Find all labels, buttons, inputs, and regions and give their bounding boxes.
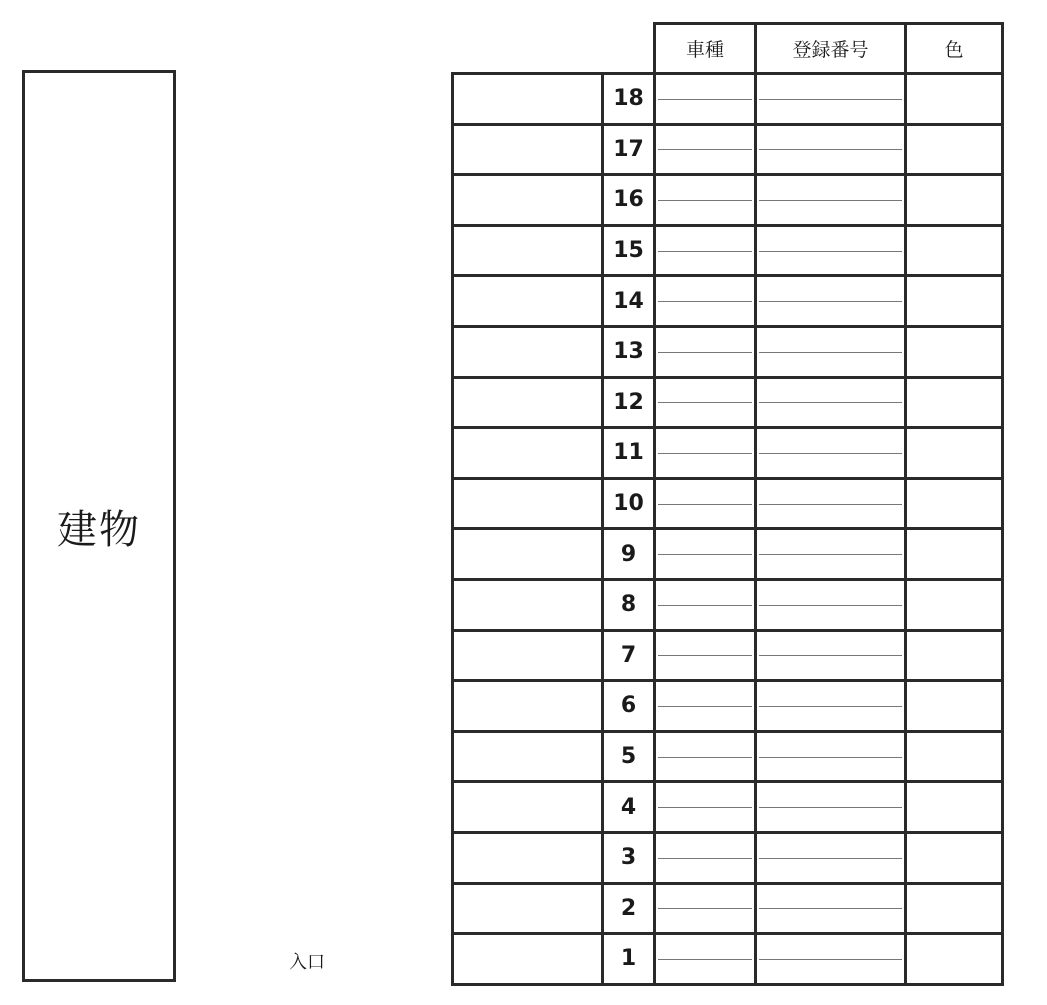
table-row [453,377,1003,428]
car-type-field[interactable] [655,579,756,630]
parking-space-cell [453,326,603,377]
registration-field[interactable] [756,934,906,985]
color-field[interactable] [906,934,1003,985]
parking-space-cell [453,630,603,681]
parking-space-cell [453,276,603,327]
color-field[interactable] [906,681,1003,732]
car-type-field[interactable] [655,832,756,883]
car-type-field[interactable] [655,478,756,529]
parking-space-cell [453,428,603,479]
registration-field[interactable] [756,326,906,377]
car-type-field[interactable] [655,124,756,175]
space-number: 3 [603,832,655,883]
car-type-field[interactable] [655,276,756,327]
registration-field[interactable] [756,832,906,883]
table-row [453,681,1003,732]
registration-field[interactable] [756,428,906,479]
car-type-field[interactable] [655,529,756,580]
space-number: 9 [603,529,655,580]
space-number: 17 [603,124,655,175]
table-row [453,74,1003,125]
space-number: 8 [603,579,655,630]
table-row [453,832,1003,883]
color-field[interactable] [906,428,1003,479]
color-field[interactable] [906,175,1003,226]
space-number: 11 [603,428,655,479]
car-type-field[interactable] [655,74,756,125]
car-type-field[interactable] [655,883,756,934]
space-number: 15 [603,225,655,276]
building-label: 建物 [57,506,141,553]
building-block [22,70,176,982]
parking-space-cell [453,731,603,782]
color-field[interactable] [906,225,1003,276]
parking-space-cell [453,175,603,226]
car-type-field[interactable] [655,377,756,428]
header-registration: 登録番号 [756,24,906,74]
entrance-label: 入口 [289,952,325,973]
parking-table [451,22,1004,986]
registration-field[interactable] [756,529,906,580]
color-field[interactable] [906,529,1003,580]
space-number: 13 [603,326,655,377]
table-row [453,731,1003,782]
registration-field[interactable] [756,478,906,529]
registration-field[interactable] [756,225,906,276]
car-type-field[interactable] [655,782,756,833]
parking-space-cell [453,74,603,125]
table-row [453,934,1003,985]
car-type-field[interactable] [655,934,756,985]
car-type-field[interactable] [655,175,756,226]
registration-field[interactable] [756,124,906,175]
table-row [453,175,1003,226]
color-field[interactable] [906,832,1003,883]
registration-field[interactable] [756,175,906,226]
color-field[interactable] [906,630,1003,681]
parking-space-cell [453,782,603,833]
parking-space-cell [453,832,603,883]
car-type-field[interactable] [655,681,756,732]
parking-space-cell [453,377,603,428]
space-number: 12 [603,377,655,428]
registration-field[interactable] [756,579,906,630]
parking-space-cell [453,579,603,630]
header-car-type: 車種 [655,24,756,74]
header-row [453,24,1003,74]
color-field[interactable] [906,124,1003,175]
space-number: 14 [603,276,655,327]
header-color: 色 [906,24,1003,74]
color-field[interactable] [906,377,1003,428]
table-row [453,124,1003,175]
registration-field[interactable] [756,731,906,782]
parking-space-cell [453,124,603,175]
table-row [453,579,1003,630]
parking-space-cell [453,225,603,276]
table-row [453,529,1003,580]
parking-space-cell [453,529,603,580]
table-row [453,326,1003,377]
table-row [453,276,1003,327]
table-row [453,428,1003,479]
table-row [453,782,1003,833]
space-number: 10 [603,478,655,529]
car-type-field[interactable] [655,731,756,782]
registration-field[interactable] [756,377,906,428]
color-field[interactable] [906,782,1003,833]
car-type-field[interactable] [655,630,756,681]
car-type-field[interactable] [655,225,756,276]
registration-field[interactable] [756,782,906,833]
registration-field[interactable] [756,630,906,681]
parking-space-cell [453,883,603,934]
color-field[interactable] [906,478,1003,529]
table-row [453,630,1003,681]
color-field[interactable] [906,731,1003,782]
space-number: 5 [603,731,655,782]
space-number: 4 [603,782,655,833]
car-type-field[interactable] [655,326,756,377]
registration-field[interactable] [756,681,906,732]
parking-space-cell [453,681,603,732]
table-row [453,883,1003,934]
color-field[interactable] [906,579,1003,630]
space-number: 2 [603,883,655,934]
parking-space-cell [453,934,603,985]
registration-field[interactable] [756,74,906,125]
color-field[interactable] [906,326,1003,377]
color-field[interactable] [906,276,1003,327]
car-type-field[interactable] [655,428,756,479]
space-number: 18 [603,74,655,125]
parking-space-cell [453,478,603,529]
header-blank [453,24,655,74]
space-number: 16 [603,175,655,226]
registration-field[interactable] [756,276,906,327]
space-number: 1 [603,934,655,985]
space-number: 6 [603,681,655,732]
color-field[interactable] [906,74,1003,125]
table-row [453,478,1003,529]
table-row [453,225,1003,276]
color-field[interactable] [906,883,1003,934]
registration-field[interactable] [756,883,906,934]
space-number: 7 [603,630,655,681]
